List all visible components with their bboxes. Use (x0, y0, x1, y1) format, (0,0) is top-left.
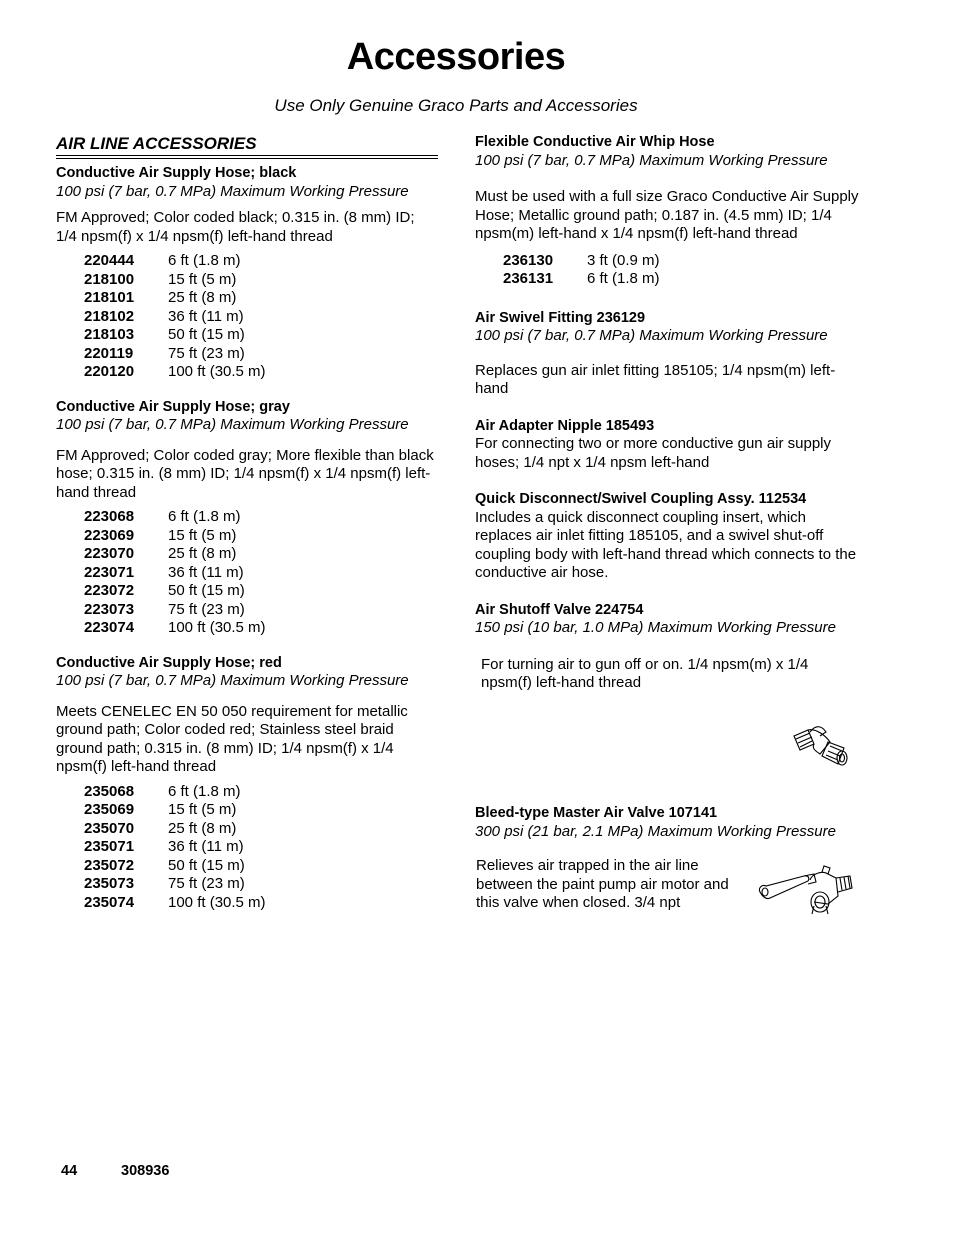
part-length: 75 ft (23 m) (168, 344, 245, 362)
item-title: Quick Disconnect/Swivel Coupling Assy. 112534 (475, 491, 807, 507)
part-length: 50 ft (15 m) (168, 326, 245, 343)
item-description: For connecting two or more conductive gun air supply hoses; 1/4 npt x 1/4 npsm left-hand (475, 435, 832, 471)
part-number: 236131 (503, 270, 554, 287)
part-number: 218101 (84, 289, 135, 306)
accessory-whip-hose (475, 133, 860, 289)
part-length: 3 ft (0.9 m) (587, 251, 660, 269)
part-row (84, 564, 438, 583)
part-row (84, 363, 438, 382)
part-row (84, 308, 438, 327)
part-number: 235073 (84, 875, 135, 892)
part-number: 223070 (84, 545, 135, 562)
part-number: 220119 (84, 344, 134, 362)
item-pressure: 100 psi (7 bar, 0.7 MPa) Maximum Working Pressure (56, 182, 409, 200)
bleed-valve-illustration (756, 862, 856, 920)
part-length: 75 ft (23 m) (168, 600, 245, 618)
item-pressure: 100 psi (7 bar, 0.7 MPa) Maximum Working Pressure (56, 672, 409, 689)
item-description: Includes a quick disconnect coupling insert, which replaces air inlet fitting 185105, and a swivel shut-off coupling body with left-hand thread which connects to the conductive air hose. (475, 508, 857, 581)
accessory-adapter-nipple (475, 417, 860, 473)
part-row (84, 783, 438, 802)
part-number: 223074 (84, 619, 135, 636)
part-number: 236130 (503, 251, 554, 269)
parts-list (84, 252, 438, 382)
part-number: 235071 (84, 838, 135, 855)
part-number: 223071 (84, 563, 135, 581)
item-title: Air Shutoff Valve 224754 (475, 601, 644, 618)
item-title: Conductive Air Supply Hose; red (56, 654, 282, 671)
item-title: Air Adapter Nipple 185493 (475, 417, 655, 434)
part-number: 218103 (84, 326, 135, 343)
page-number: 44 (61, 1163, 78, 1179)
part-length: 6 ft (1.8 m) (587, 270, 660, 287)
part-row (84, 508, 438, 527)
accessory-swivel-fitting (475, 309, 860, 399)
part-number: 218102 (84, 307, 135, 325)
part-row (84, 582, 438, 601)
part-length: 100 ft (30.5 m) (168, 619, 266, 636)
part-length: 100 ft (30.5 m) (168, 363, 266, 380)
part-row (84, 820, 438, 839)
part-length: 36 ft (11 m) (168, 838, 244, 855)
parts-list (84, 508, 438, 638)
part-length: 6 ft (1.8 m) (168, 508, 241, 525)
part-row (84, 545, 438, 564)
item-description: Must be used with a full size Graco Conductive Air Supply Hose; Metallic ground path; 0.187 in. (4.5 mm) ID; 1/4 npsm(m) left-hand x 1/4 npsm(f) left-hand thread (475, 188, 859, 242)
item-description: FM Approved; Color coded gray; More flexible than black hose; 0.315 in. (8 mm) ID; 1/4 npsm(f) x 1/4 npsm(f) left-hand thread (56, 446, 434, 501)
part-row (84, 345, 438, 364)
item-description: Relieves air trapped in the air line between the paint pump air motor and this valve when closed. 3/4 npt (476, 857, 729, 911)
document-number: 308936 (121, 1163, 170, 1179)
page-footer (61, 1162, 169, 1181)
item-title: Bleed-type Master Air Valve 107141 (475, 805, 718, 821)
item-pressure: 100 psi (7 bar, 0.7 MPa) Maximum Working Pressure (475, 151, 828, 169)
part-row (84, 252, 438, 271)
item-description: FM Approved; Color coded black; 0.315 in. (8 mm) ID; 1/4 npsm(f) x 1/4 npsm(f) left-hand thread (56, 209, 415, 245)
page-subtitle: Use Only Genuine Graco Parts and Accessories (274, 96, 638, 115)
air-shutoff-valve-illustration (790, 722, 852, 772)
accessory-shutoff-valve (475, 601, 860, 693)
part-row (84, 857, 438, 876)
part-length: 25 ft (8 m) (168, 819, 237, 837)
page-title: Accessories (346, 36, 566, 78)
part-number: 220444 (84, 252, 135, 269)
item-title: Conductive Air Supply Hose; black (56, 165, 297, 181)
part-number: 220120 (84, 363, 135, 380)
part-row (84, 619, 438, 638)
part-row (84, 875, 438, 894)
section-heading: AIR LINE ACCESSORIES (56, 133, 438, 156)
part-row (84, 801, 438, 820)
item-description: Meets CENELEC EN 50 050 requirement for metallic ground path; Color coded red; Stainless steel braid ground path; 0.315 in. (8 mm) ID; 1/4 npsm(f) x 1/4 npsm(f) left-hand thread (56, 702, 408, 775)
part-row (84, 326, 438, 345)
part-length: 15 ft (5 m) (168, 801, 237, 818)
item-description: For turning air to gun off or on. 1/4 npsm(m) x 1/4 npsm(f) left-hand thread (481, 655, 809, 691)
item-description: Replaces gun air inlet fitting 185105; 1/4 npsm(m) left-hand (475, 361, 836, 397)
part-row (84, 289, 438, 308)
part-row (84, 271, 438, 290)
part-length: 6 ft (1.8 m) (168, 252, 241, 269)
part-number: 223068 (84, 508, 135, 525)
left-column (56, 133, 438, 912)
part-row (84, 601, 438, 620)
part-number: 235072 (84, 856, 135, 874)
item-pressure: 300 psi (21 bar, 2.1 MPa) Maximum Working Pressure (475, 822, 836, 840)
item-title: Flexible Conductive Air Whip Hose (475, 134, 715, 150)
accessory-gray-hose (56, 398, 438, 638)
part-number: 223073 (84, 600, 135, 618)
item-title: Air Swivel Fitting 236129 (475, 309, 646, 326)
part-length: 50 ft (15 m) (168, 582, 245, 599)
part-length: 36 ft (11 m) (168, 307, 244, 325)
part-number: 235070 (84, 819, 135, 837)
part-row (84, 894, 438, 913)
part-length: 25 ft (8 m) (168, 545, 237, 562)
part-length: 25 ft (8 m) (168, 289, 237, 306)
parts-list (84, 783, 438, 913)
part-length: 75 ft (23 m) (168, 875, 245, 892)
part-row (503, 252, 860, 271)
item-pressure: 150 psi (10 bar, 1.0 MPa) Maximum Working Pressure (475, 619, 836, 636)
part-length: 6 ft (1.8 m) (168, 782, 241, 800)
parts-list (503, 252, 860, 289)
accessory-quick-disconnect (475, 490, 860, 583)
part-length: 36 ft (11 m) (168, 563, 244, 581)
item-pressure: 100 psi (7 bar, 0.7 MPa) Maximum Working Pressure (475, 327, 828, 344)
part-length: 50 ft (15 m) (168, 856, 245, 874)
part-number: 223072 (84, 582, 135, 599)
accessory-red-hose (56, 654, 438, 913)
part-length: 100 ft (30.5 m) (168, 893, 266, 911)
part-number: 235068 (84, 782, 135, 800)
part-row (84, 838, 438, 857)
part-number: 223069 (84, 526, 135, 544)
item-pressure: 100 psi (7 bar, 0.7 MPa) Maximum Working Pressure (56, 416, 409, 433)
accessory-black-hose (56, 164, 438, 382)
part-number: 218100 (84, 270, 135, 288)
part-row (503, 270, 860, 289)
part-row (84, 527, 438, 546)
right-column (475, 133, 860, 693)
part-number: 235074 (84, 893, 135, 911)
item-title: Conductive Air Supply Hose; gray (56, 398, 290, 415)
part-number: 235069 (84, 801, 135, 818)
part-length: 15 ft (5 m) (168, 270, 237, 288)
part-length: 15 ft (5 m) (168, 526, 237, 544)
